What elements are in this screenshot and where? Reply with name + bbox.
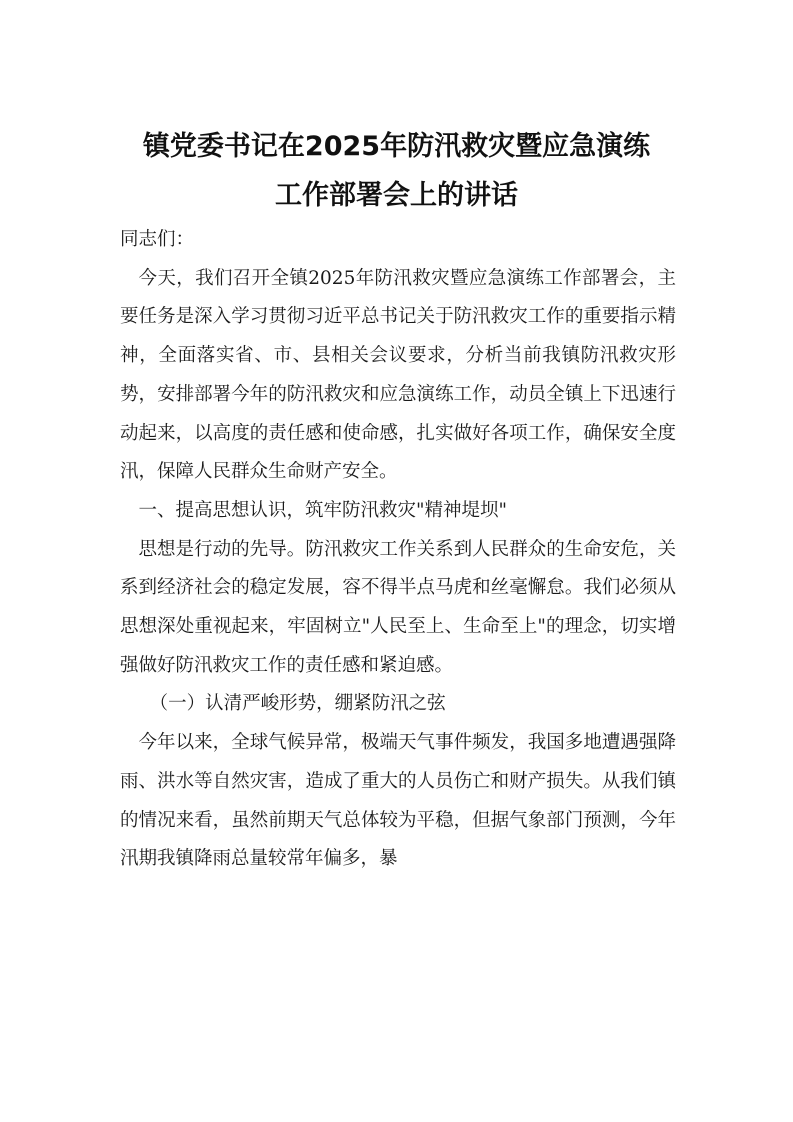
- subsection-heading-1: （一）认清严峻形势，绷紧防汛之弦: [149, 693, 446, 715]
- paragraph-thinking: 思想是行动的先导。防汛救灾工作关系到人民群众的生命安危，关系到经济社会的稳定发展，容不得半点马虎和丝毫懈怠。我们必须从思想深处重视起来，牢固树立"人民至上、生命至上"的理念，切实增强做好防汛救灾工作的责任感和紧迫感。: [120, 538, 676, 676]
- document-title-line-1: 镇党委书记在2025年防汛救灾暨应急演练: [142, 131, 651, 162]
- paragraph-intro: 今天，我们召开全镇2025年防汛救灾暨应急演练工作部署会，主要任务是深入学习贯彻习近平总书记关于防汛救灾工作的重要指示精神，全面落实省、市、县相关会议要求，分析当前我镇防汛救灾形势，安排部署今年的防汛救灾和应急演练工作，动员全镇上下迅速行动起来，以高度的责任感和使命感，扎实做好各项工作，确保安全度汛，保障人民群众生命财产安全。: [120, 267, 676, 483]
- document-title-line-2: 工作部署会上的讲话: [275, 180, 518, 211]
- paragraph-situation: 今年以来，全球气候异常，极端天气事件频发，我国多地遭遇强降雨、洪水等自然灾害，造成了重大的人员伤亡和财产损失。从我们镇的情况来看，虽然前期天气总体较为平稳，但据气象部门预测，今年汛期我镇降雨总量较常年偏多，暴: [120, 732, 676, 870]
- salutation: 同志们：: [120, 229, 195, 250]
- section-heading-1: 一、提高思想认识，筑牢防汛救灾"精神堤坝": [138, 499, 508, 521]
- document-body: [120, 221, 676, 879]
